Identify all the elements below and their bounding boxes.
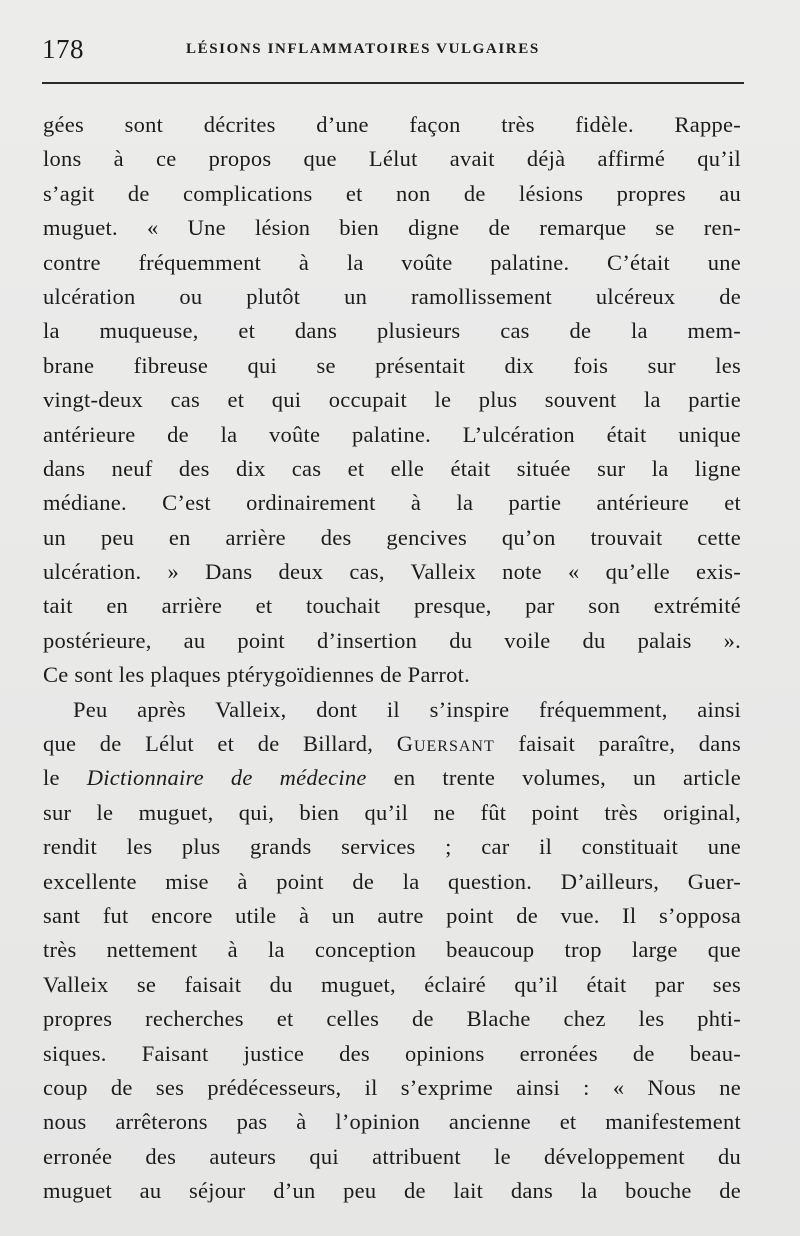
text-segment: faisait paraître, dans: [518, 731, 742, 757]
text-line: erronée des auteurs qui attribuent le développement du: [43, 1143, 741, 1169]
body-text: [43, 108, 741, 1209]
text-line: gées sont décrites d’une façon très fidèle. Rappe-: [43, 112, 741, 137]
text-line: lons à ce propos que Lélut avait déjà affirmé qu’il: [43, 146, 741, 172]
header-rule: [42, 82, 744, 84]
paragraph-start-line: Peu après Valleix, dont il s’inspire fréquemment, ainsi: [73, 696, 741, 722]
text-line: ulcération. » Dans deux cas, Valleix note « qu’elle exis-: [43, 559, 741, 585]
text-line: un peu en arrière des gencives qu’on trouvait cette: [43, 524, 741, 550]
text-segment: en trente volumes, un article: [393, 765, 741, 791]
text-line: contre fréquemment à la voûte palatine. C’était une: [43, 249, 741, 275]
text-line: coup de ses prédécesseurs, il s’exprime ainsi : « Nous ne: [43, 1074, 741, 1100]
text-line: vingt-deux cas et qui occupait le plus souvent la partie: [43, 387, 741, 413]
text-line: dans neuf des dix cas et elle était située sur la ligne: [43, 455, 741, 481]
text-line: Valleix se faisait du muguet, éclairé qu’il était par ses: [43, 971, 741, 997]
text-line: muguet au séjour d’un peu de lait dans la bouche de: [43, 1178, 741, 1204]
text-line: sant fut encore utile à un autre point de vue. Il s’opposa: [43, 902, 741, 928]
text-line: très nettement à la conception beaucoup trop large que: [43, 937, 741, 963]
text-line: excellente mise à point de la question. D’ailleurs, Guer-: [43, 868, 741, 894]
book-title: Dictionnaire de médecine: [86, 765, 367, 791]
paragraph-end-line: Ce sont les plaques ptérygoïdiennes de Parrot.: [43, 662, 471, 688]
author-name: Guersant: [396, 731, 495, 757]
text-line: la muqueuse, et dans plusieurs cas de la mem-: [43, 318, 741, 344]
text-line: nous arrêterons pas à l’opinion ancienne et manifestement: [43, 1109, 741, 1135]
text-line: brane fibreuse qui se présentait dix fois sur les: [43, 352, 741, 378]
page-number: 178: [42, 34, 84, 64]
text-line: postérieure, au point d’insertion du voile du palais ».: [43, 627, 741, 653]
text-segment: que de Lélut et de Billard,: [43, 731, 374, 757]
text-line: propres recherches et celles de Blache chez les phti-: [43, 1006, 741, 1032]
text-line: sur le muguet, qui, bien qu’il ne fût point très original,: [43, 799, 741, 825]
text-line: muguet. « Une lésion bien digne de remarque se ren-: [43, 215, 741, 241]
text-line: médiane. C’est ordinairement à la partie antérieure et: [43, 490, 741, 516]
text-line: antérieure de la voûte palatine. L’ulcération était unique: [43, 421, 741, 447]
running-title: LÉSIONS INFLAMMATOIRES VULGAIRES: [186, 41, 540, 57]
text-segment: le: [43, 765, 60, 791]
text-line: tait en arrière et touchait presque, par son extrémité: [43, 593, 741, 619]
text-line: s’agit de complications et non de lésions propres au: [43, 180, 741, 206]
page-header: [42, 34, 742, 68]
text-line: rendit les plus grands services ; car il constituait une: [43, 834, 741, 860]
text-line: [43, 727, 741, 761]
text-line: siques. Faisant justice des opinions erronées de beau-: [43, 1040, 741, 1066]
text-line: [43, 761, 741, 795]
text-line: ulcération ou plutôt un ramollissement ulcéreux de: [43, 283, 741, 309]
